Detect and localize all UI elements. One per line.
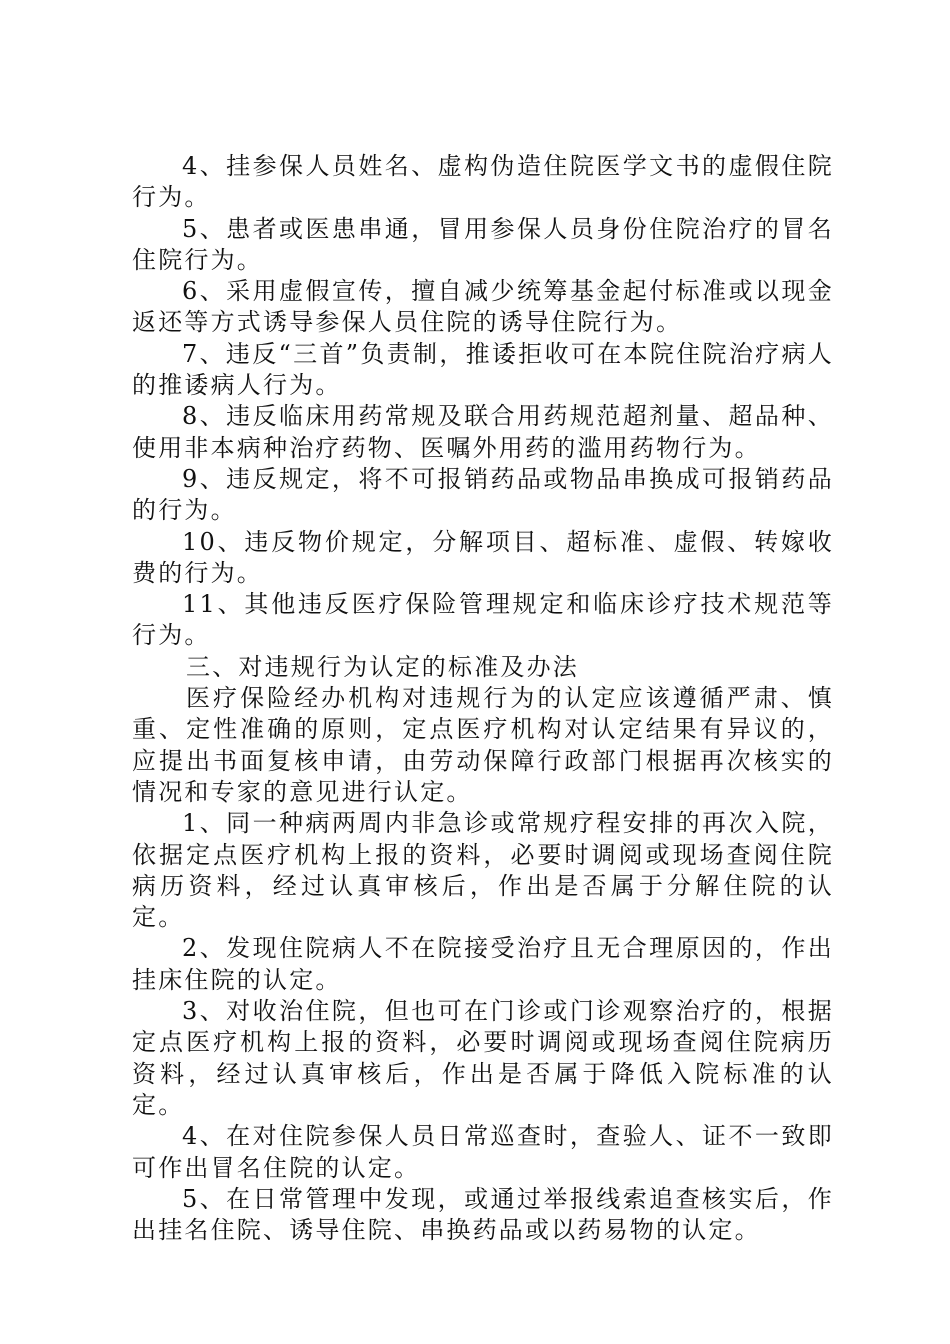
paragraph-item-7: 7、违反“三首”负责制，推诿拒收可在本院住院治疗病人的推诿病人行为。 (132, 339, 834, 400)
paragraph-item-8: 8、违反临床用药常规及联合用药规范超剂量、超品种、使用非本病种治疗药物、医嘱外用药的滥用药物行为。 (132, 402, 834, 462)
criteria-item-3: 3、对收治住院，但也可在门诊或门诊观察治疗的，根据定点医疗机构上报的资料，必要时调阅或现场查阅住院病历资料，经过认真审核后，作出是否属于降低入院标准的认定。 (132, 997, 834, 1119)
paragraph-item-11: 11、其他违反医疗保险管理规定和临床诊疗技术规范等行为。 (132, 590, 834, 650)
paragraph-item-4: 4、挂参保人员姓名、虚构伪造住院医学文书的虚假住院行为。 (132, 152, 834, 212)
paragraph-item-6: 6、采用虚假宣传，擅自减少统筹基金起付标准或以现金返还等方式诱导参保人员住院的诱导住院行为。 (132, 277, 834, 337)
section-heading: 三、对违规行为认定的标准及办法 (186, 652, 579, 681)
paragraph-item-5: 5、患者或医患串通，冒用参保人员身份住院治疗的冒名住院行为。 (132, 214, 834, 274)
document-body (132, 151, 834, 1246)
criteria-item-2: 2、发现住院病人不在院接受治疗且无合理原因的，作出挂床住院的认定。 (132, 934, 834, 994)
paragraph-item-10: 10、违反物价规定，分解项目、超标准、虚假、转嫁收费的行为。 (132, 527, 834, 587)
criteria-item-4: 4、在对住院参保人员日常巡查时，查验人、证不一致即可作出冒名住院的认定。 (132, 1122, 834, 1182)
criteria-item-5: 5、在日常管理中发现，或通过举报线索追查核实后，作出挂名住院、诱导住院、串换药品或以药易物的认定。 (132, 1184, 834, 1245)
criteria-item-1: 1、同一种病两周内非急诊或常规疗程安排的再次入院，依据定点医疗机构上报的资料，必要时调阅或现场查阅住院病历资料，经过认真审核后，作出是否属于分解住院的认定。 (132, 809, 834, 932)
section-intro-paragraph: 医疗保险经办机构对违规行为的认定应该遵循严肃、慎重、定性准确的原则，定点医疗机构对认定结果有异议的，应提出书面复核申请，由劳动保障行政部门根据再次核实的情况和专家的意见进行认定。 (132, 684, 834, 806)
paragraph-item-9: 9、违反规定，将不可报销药品或物品串换成可报销药品的行为。 (132, 464, 834, 525)
